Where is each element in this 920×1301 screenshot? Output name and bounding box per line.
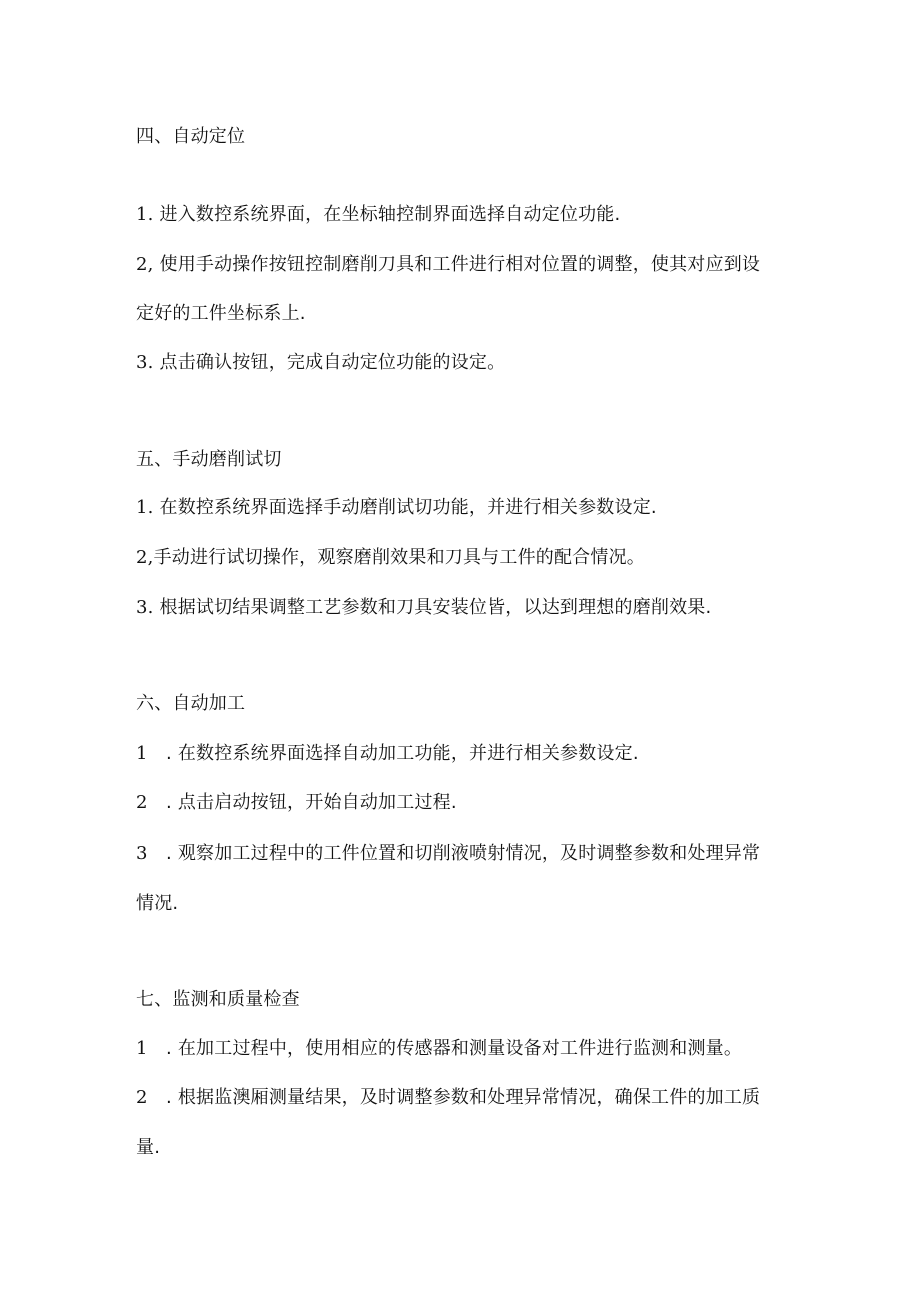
item-text: . 观察加工过程中的工件位置和切削液喷射情况，及时调整参数和处理异常 bbox=[166, 843, 761, 864]
item-text: 使用手动操作按钮控制磨削刀具和工件进行相对位置的调整，使其对应到设 bbox=[159, 254, 761, 275]
item-text: . 根据监澳厢测量结果，及时调整参数和处理异常情况，确保工件的加工质 bbox=[166, 1087, 761, 1108]
item-number: 1. bbox=[136, 204, 154, 225]
section-heading: 五、手动磨削试切 bbox=[136, 449, 282, 470]
list-item-continuation: 量. bbox=[136, 1137, 161, 1158]
list-item bbox=[136, 1086, 760, 1110]
item-number: 3. bbox=[136, 352, 154, 373]
item-text: 根据试切结果调整工艺参数和刀具安装位皆，以达到理想的磨削效果. bbox=[159, 597, 712, 618]
section-heading: 六、自动加工 bbox=[136, 693, 246, 714]
item-number: 3. bbox=[136, 597, 154, 618]
item-text: . 点击启动按钮，开始自动加工过程. bbox=[166, 792, 457, 813]
item-number: 3 bbox=[136, 843, 148, 864]
list-item bbox=[136, 253, 760, 277]
item-text: 在数控系统界面选择手动磨削试切功能，并进行相关参数设定. bbox=[159, 497, 657, 518]
item-number: 2, bbox=[136, 547, 154, 568]
item-text: . 在加工过程中，使用相应的传感器和测量设备对工件进行监测和测量。 bbox=[166, 1038, 743, 1059]
list-item bbox=[136, 1037, 742, 1061]
list-item bbox=[136, 791, 457, 815]
list-item-continuation: 情况. bbox=[136, 893, 179, 914]
list-item bbox=[136, 742, 639, 766]
item-number: 2 bbox=[136, 792, 148, 813]
list-item bbox=[136, 496, 657, 520]
list-item bbox=[136, 351, 505, 375]
item-text: . 在数控系统界面选择自动加工功能，并进行相关参数设定. bbox=[166, 743, 639, 764]
section-heading: 七、监测和质量检查 bbox=[136, 989, 300, 1010]
list-item bbox=[136, 546, 645, 570]
item-text: 点击确认按钮，完成自动定位功能的设定。 bbox=[159, 352, 506, 373]
list-item-continuation: 定好的工件坐标系上. bbox=[136, 303, 306, 324]
item-number: 1. bbox=[136, 497, 154, 518]
list-item bbox=[136, 203, 620, 227]
list-item bbox=[136, 596, 711, 620]
item-number: 2, bbox=[136, 254, 154, 275]
section-heading: 四、自动定位 bbox=[136, 126, 246, 147]
list-item bbox=[136, 842, 760, 866]
item-number: 1 bbox=[136, 743, 148, 764]
item-number: 2 bbox=[136, 1087, 148, 1108]
item-number: 1 bbox=[136, 1038, 148, 1059]
item-text: 手动进行试切操作，观察磨削效果和刀具与工件的配合情况。 bbox=[153, 547, 645, 568]
item-text: 进入数控系统界面，在坐标轴控制界面选择自动定位功能. bbox=[159, 204, 621, 225]
